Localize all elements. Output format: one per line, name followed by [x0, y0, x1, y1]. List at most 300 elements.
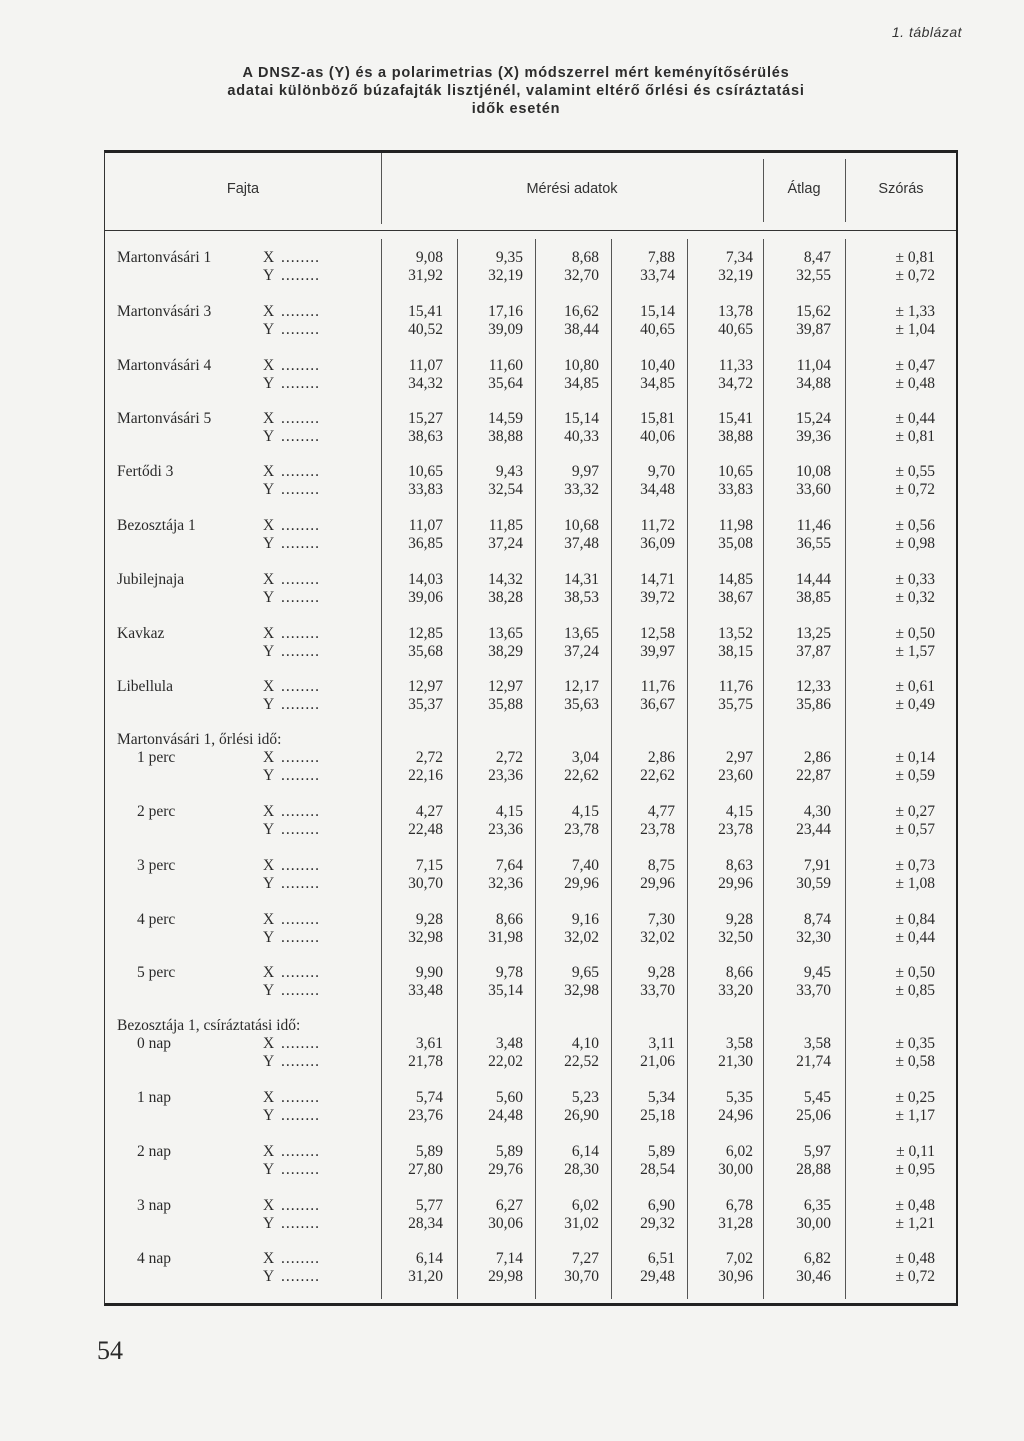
- measurement-value: 38,29: [488, 643, 523, 660]
- table-label: 1. táblázat: [891, 24, 962, 40]
- average-value: 33,60: [796, 481, 831, 498]
- measurement-value: 5,23: [571, 1089, 599, 1106]
- variety-name: 3 perc: [137, 857, 176, 874]
- measurement-value: 10,80: [564, 357, 599, 374]
- measurement-value: 8,68: [571, 249, 599, 266]
- deviation-value: ± 0,48: [895, 1250, 935, 1267]
- measurement-value: 9,28: [725, 911, 753, 928]
- measurement-value: 33,83: [408, 481, 443, 498]
- measurement-value: 14,32: [488, 571, 523, 588]
- average-value: 5,45: [803, 1089, 831, 1106]
- average-value: 33,70: [796, 982, 831, 999]
- deviation-value: ± 0,84: [895, 911, 935, 928]
- measurement-value: 33,20: [718, 982, 753, 999]
- y-label: Y: [263, 375, 275, 392]
- measurement-value: 22,16: [408, 767, 443, 784]
- measurement-value: 34,85: [564, 375, 599, 392]
- x-label: X: [263, 1035, 275, 1052]
- variety-name: Martonvásári 3: [117, 303, 212, 320]
- deviation-value: ± 0,95: [895, 1161, 935, 1178]
- x-label: X: [263, 625, 275, 642]
- measurement-value: 11,98: [718, 517, 753, 534]
- measurement-value: 22,02: [488, 1053, 523, 1070]
- x-label: X: [263, 571, 275, 588]
- deviation-value: ± 0,55: [895, 463, 935, 480]
- y-label: Y: [263, 767, 275, 784]
- measurement-value: 39,72: [640, 589, 675, 606]
- measurement-value: 10,68: [564, 517, 599, 534]
- deviation-value: ± 0,47: [895, 357, 935, 374]
- x-label: X: [263, 1089, 275, 1106]
- measurement-value: 14,85: [718, 571, 753, 588]
- y-label: Y: [263, 1107, 275, 1124]
- y-label: Y: [263, 1268, 275, 1285]
- y-label: Y: [263, 428, 275, 445]
- measurement-value: 33,70: [640, 982, 675, 999]
- deviation-value: ± 0,27: [895, 803, 935, 820]
- measurement-value: 3,11: [648, 1035, 675, 1052]
- measurement-value: 31,92: [408, 267, 443, 284]
- measurement-value: 35,37: [408, 696, 443, 713]
- measurement-value: 10,40: [640, 357, 675, 374]
- measurement-value: 23,36: [488, 821, 523, 838]
- measurement-value: 15,41: [718, 410, 753, 427]
- measurement-value: 28,34: [408, 1215, 443, 1232]
- deviation-value: ± 0,59: [895, 767, 935, 784]
- deviation-value: ± 0,85: [895, 982, 935, 999]
- section-label: Bezosztája 1, csíráztatási idő:: [117, 1017, 301, 1034]
- measurement-value: 38,63: [408, 428, 443, 445]
- measurement-value: 5,77: [415, 1197, 443, 1214]
- measurement-value: 2,97: [725, 749, 753, 766]
- measurement-value: 4,10: [571, 1035, 599, 1052]
- x-label: X: [263, 911, 275, 928]
- leader-dots: ........: [281, 678, 320, 695]
- measurement-value: 37,24: [488, 535, 523, 552]
- measurement-value: 29,98: [488, 1268, 523, 1285]
- measurement-value: 14,71: [640, 571, 675, 588]
- measurement-value: 8,63: [725, 857, 753, 874]
- measurement-value: 7,30: [647, 911, 675, 928]
- deviation-value: ± 0,81: [895, 428, 935, 445]
- measurement-value: 21,78: [408, 1053, 443, 1070]
- measurement-value: 7,27: [571, 1250, 599, 1267]
- measurement-value: 11,60: [488, 357, 523, 374]
- y-label: Y: [263, 481, 275, 498]
- average-value: 2,86: [803, 749, 831, 766]
- leader-dots: ........: [281, 428, 320, 445]
- measurement-value: 35,14: [488, 982, 523, 999]
- average-value: 3,58: [803, 1035, 831, 1052]
- measurement-value: 38,67: [718, 589, 753, 606]
- average-value: 39,87: [796, 321, 831, 338]
- y-label: Y: [263, 875, 275, 892]
- header-fajta: Fajta: [226, 181, 260, 197]
- measurement-value: 35,68: [408, 643, 443, 660]
- measurement-value: 32,70: [564, 267, 599, 284]
- measurement-value: 34,85: [640, 375, 675, 392]
- measurement-value: 32,36: [488, 875, 523, 892]
- x-label: X: [263, 857, 275, 874]
- measurement-value: 22,62: [564, 767, 599, 784]
- caption-line-2: adatai különböző búzafajták lisztjénél, valamint eltérő őrlési és csíráztatási: [227, 83, 805, 99]
- deviation-value: ± 0,35: [895, 1035, 935, 1052]
- average-value: 7,91: [803, 857, 831, 874]
- average-value: 13,25: [796, 625, 831, 642]
- measurement-value: 29,96: [640, 875, 675, 892]
- measurement-value: 23,60: [718, 767, 753, 784]
- header-szoras: Szórás: [878, 181, 924, 197]
- measurement-value: 3,61: [415, 1035, 443, 1052]
- variety-name: 1 perc: [137, 749, 176, 766]
- table-caption: [100, 64, 932, 118]
- variety-name: Jubilejnaja: [117, 571, 185, 588]
- measurement-value: 35,88: [488, 696, 523, 713]
- average-value: 25,06: [796, 1107, 831, 1124]
- deviation-value: ± 0,33: [895, 571, 935, 588]
- variety-name: Martonvásári 1: [117, 249, 212, 266]
- measurement-value: 25,18: [640, 1107, 675, 1124]
- x-label: X: [263, 1143, 275, 1160]
- measurement-value: 6,78: [725, 1197, 753, 1214]
- measurement-value: 23,78: [718, 821, 753, 838]
- x-label: X: [263, 357, 275, 374]
- measurement-value: 9,35: [495, 249, 523, 266]
- measurement-value: 16,62: [564, 303, 599, 320]
- measurement-value: 30,70: [564, 1268, 599, 1285]
- measurement-value: 6,14: [415, 1250, 443, 1267]
- measurement-value: 15,14: [564, 410, 599, 427]
- average-value: 38,85: [796, 589, 831, 606]
- measurement-value: 5,89: [647, 1143, 675, 1160]
- deviation-value: ± 0,57: [895, 821, 935, 838]
- variety-name: Bezosztája 1: [117, 517, 196, 534]
- variety-name: Martonvásári 4: [117, 357, 212, 374]
- y-label: Y: [263, 321, 275, 338]
- measurement-value: 9,65: [571, 964, 599, 981]
- deviation-value: ± 1,57: [895, 643, 935, 660]
- measurement-value: 15,14: [640, 303, 675, 320]
- leader-dots: ........: [281, 625, 320, 642]
- measurement-value: 34,72: [718, 375, 753, 392]
- measurement-value: 32,19: [488, 267, 523, 284]
- measurement-value: 38,15: [718, 643, 753, 660]
- measurement-value: 30,70: [408, 875, 443, 892]
- measurement-value: 13,78: [718, 303, 753, 320]
- y-label: Y: [263, 267, 275, 284]
- deviation-value: ± 0,58: [895, 1053, 935, 1070]
- measurement-value: 14,03: [408, 571, 443, 588]
- measurement-value: 11,07: [408, 517, 443, 534]
- average-value: 15,24: [796, 410, 831, 427]
- measurement-value: 12,85: [408, 625, 443, 642]
- measurement-value: 29,96: [564, 875, 599, 892]
- leader-dots: ........: [281, 249, 320, 266]
- measurement-value: 15,27: [408, 410, 443, 427]
- measurement-value: 8,75: [647, 857, 675, 874]
- measurement-value: 6,02: [725, 1143, 753, 1160]
- x-label: X: [263, 1250, 275, 1267]
- measurement-value: 9,43: [495, 463, 523, 480]
- measurement-value: 9,16: [571, 911, 599, 928]
- measurement-value: 6,90: [647, 1197, 675, 1214]
- measurement-value: 2,86: [647, 749, 675, 766]
- leader-dots: ........: [281, 303, 320, 320]
- measurement-value: 4,15: [495, 803, 523, 820]
- leader-dots: ........: [281, 1089, 320, 1106]
- measurement-value: 15,41: [408, 303, 443, 320]
- measurement-value: 31,20: [408, 1268, 443, 1285]
- measurement-value: 37,48: [564, 535, 599, 552]
- variety-name: Fertődi 3: [117, 463, 174, 480]
- average-value: 4,30: [803, 803, 831, 820]
- measurement-value: 13,52: [718, 625, 753, 642]
- deviation-value: ± 1,21: [895, 1215, 935, 1232]
- average-value: 5,97: [803, 1143, 831, 1160]
- measurement-value: 11,33: [718, 357, 753, 374]
- measurement-value: 9,28: [647, 964, 675, 981]
- measurement-value: 29,76: [488, 1161, 523, 1178]
- measurement-value: 33,48: [408, 982, 443, 999]
- measurement-value: 38,88: [718, 428, 753, 445]
- leader-dots: ........: [281, 964, 320, 981]
- x-label: X: [263, 749, 275, 766]
- average-value: 28,88: [796, 1161, 831, 1178]
- measurement-value: 35,75: [718, 696, 753, 713]
- measurement-value: 12,97: [408, 678, 443, 695]
- leader-dots: ........: [281, 571, 320, 588]
- x-label: X: [263, 678, 275, 695]
- measurement-value: 12,97: [488, 678, 523, 695]
- deviation-value: ± 0,11: [896, 1143, 935, 1160]
- measurement-value: 32,50: [718, 929, 753, 946]
- measurement-value: 30,06: [488, 1215, 523, 1232]
- deviation-value: ± 0,32: [895, 589, 935, 606]
- average-value: 37,87: [796, 643, 831, 660]
- variety-name: Martonvásári 5: [117, 410, 212, 427]
- measurement-value: 24,96: [718, 1107, 753, 1124]
- average-value: 9,45: [803, 964, 831, 981]
- measurement-value: 31,28: [718, 1215, 753, 1232]
- deviation-value: ± 0,81: [895, 249, 935, 266]
- leader-dots: ........: [281, 643, 320, 660]
- data-table: [104, 150, 958, 1306]
- measurement-value: 40,52: [408, 321, 443, 338]
- measurement-value: 26,90: [564, 1107, 599, 1124]
- measurement-value: 23,78: [640, 821, 675, 838]
- y-label: Y: [263, 535, 275, 552]
- leader-dots: ........: [281, 589, 320, 606]
- variety-name: 4 perc: [137, 911, 176, 928]
- leader-dots: ........: [281, 1035, 320, 1052]
- average-value: 8,74: [803, 911, 831, 928]
- measurement-value: 10,65: [718, 463, 753, 480]
- measurement-value: 22,52: [564, 1053, 599, 1070]
- measurement-value: 14,31: [564, 571, 599, 588]
- deviation-value: ± 0,72: [895, 267, 935, 284]
- average-value: 23,44: [796, 821, 831, 838]
- measurement-value: 21,06: [640, 1053, 675, 1070]
- deviation-value: ± 0,61: [895, 678, 935, 695]
- leader-dots: ........: [281, 375, 320, 392]
- measurement-value: 5,74: [415, 1089, 443, 1106]
- measurement-value: 29,96: [718, 875, 753, 892]
- measurement-value: 9,90: [415, 964, 443, 981]
- leader-dots: ........: [281, 1268, 320, 1285]
- deviation-value: ± 0,44: [895, 929, 935, 946]
- measurement-value: 29,32: [640, 1215, 675, 1232]
- measurement-value: 9,28: [415, 911, 443, 928]
- header-atlag: Átlag: [787, 181, 821, 197]
- leader-dots: ........: [281, 463, 320, 480]
- measurement-value: 2,72: [415, 749, 443, 766]
- measurement-value: 13,65: [564, 625, 599, 642]
- measurement-value: 6,14: [571, 1143, 599, 1160]
- measurement-value: 32,19: [718, 267, 753, 284]
- x-label: X: [263, 303, 275, 320]
- deviation-value: ± 0,98: [895, 535, 935, 552]
- measurement-value: 3,48: [495, 1035, 523, 1052]
- measurement-value: 31,02: [564, 1215, 599, 1232]
- measurement-value: 35,08: [718, 535, 753, 552]
- leader-dots: ........: [281, 321, 320, 338]
- measurement-value: 11,07: [408, 357, 443, 374]
- measurement-value: 9,97: [571, 463, 599, 480]
- leader-dots: ........: [281, 1161, 320, 1178]
- measurement-value: 22,62: [640, 767, 675, 784]
- measurement-value: 40,33: [564, 428, 599, 445]
- measurement-value: 36,67: [640, 696, 675, 713]
- leader-dots: ........: [281, 535, 320, 552]
- deviation-value: ± 0,48: [895, 1197, 935, 1214]
- measurement-value: 39,09: [488, 321, 523, 338]
- section-label: Martonvásári 1, őrlési idő:: [117, 731, 282, 748]
- y-label: Y: [263, 1215, 275, 1232]
- average-value: 11,46: [796, 517, 831, 534]
- deviation-value: ± 0,50: [895, 964, 935, 981]
- measurement-value: 3,58: [725, 1035, 753, 1052]
- x-label: X: [263, 803, 275, 820]
- measurement-value: 35,63: [564, 696, 599, 713]
- measurement-value: 30,00: [718, 1161, 753, 1178]
- y-label: Y: [263, 1053, 275, 1070]
- measurement-value: 33,74: [640, 267, 675, 284]
- measurement-value: 10,65: [408, 463, 443, 480]
- deviation-value: ± 0,50: [895, 625, 935, 642]
- caption-line-3: idők esetén: [471, 101, 561, 117]
- measurement-value: 40,06: [640, 428, 675, 445]
- average-value: 35,86: [796, 696, 831, 713]
- measurement-value: 9,08: [415, 249, 443, 266]
- measurement-value: 6,51: [647, 1250, 675, 1267]
- leader-dots: ........: [281, 267, 320, 284]
- average-value: 12,33: [796, 678, 831, 695]
- measurement-value: 12,17: [564, 678, 599, 695]
- measurement-value: 5,89: [495, 1143, 523, 1160]
- measurement-value: 12,58: [640, 625, 675, 642]
- measurement-value: 40,65: [718, 321, 753, 338]
- measurement-value: 4,27: [415, 803, 443, 820]
- measurement-value: 36,09: [640, 535, 675, 552]
- average-value: 11,04: [796, 357, 831, 374]
- measurement-value: 7,40: [571, 857, 599, 874]
- leader-dots: ........: [281, 410, 320, 427]
- leader-dots: ........: [281, 517, 320, 534]
- measurement-value: 38,53: [564, 589, 599, 606]
- measurement-value: 3,04: [571, 749, 599, 766]
- deviation-value: ± 0,73: [895, 857, 935, 874]
- measurement-value: 2,72: [495, 749, 523, 766]
- measurement-value: 35,64: [488, 375, 523, 392]
- measurement-value: 11,76: [640, 678, 675, 695]
- measurement-value: 7,02: [725, 1250, 753, 1267]
- average-value: 34,88: [796, 375, 831, 392]
- deviation-value: ± 0,14: [895, 749, 935, 766]
- variety-name: 5 perc: [137, 964, 176, 981]
- leader-dots: ........: [281, 911, 320, 928]
- y-label: Y: [263, 696, 275, 713]
- deviation-value: ± 0,56: [895, 517, 935, 534]
- deviation-value: ± 1,08: [895, 875, 935, 892]
- average-value: 6,82: [803, 1250, 831, 1267]
- measurement-value: 7,34: [725, 249, 753, 266]
- average-value: 32,30: [796, 929, 831, 946]
- measurement-value: 4,15: [571, 803, 599, 820]
- measurement-value: 32,02: [640, 929, 675, 946]
- measurement-value: 24,48: [488, 1107, 523, 1124]
- y-label: Y: [263, 821, 275, 838]
- leader-dots: ........: [281, 1197, 320, 1214]
- x-label: X: [263, 964, 275, 981]
- leader-dots: ........: [281, 696, 320, 713]
- measurement-value: 5,35: [725, 1089, 753, 1106]
- deviation-value: ± 0,72: [895, 481, 935, 498]
- average-value: 8,47: [803, 249, 831, 266]
- x-label: X: [263, 410, 275, 427]
- measurement-value: 21,30: [718, 1053, 753, 1070]
- measurement-value: 9,78: [495, 964, 523, 981]
- average-value: 22,87: [796, 767, 831, 784]
- x-label: X: [263, 463, 275, 480]
- measurement-value: 7,64: [495, 857, 523, 874]
- variety-name: Kavkaz: [117, 625, 165, 642]
- measurement-value: 6,27: [495, 1197, 523, 1214]
- measurement-value: 36,85: [408, 535, 443, 552]
- measurement-value: 7,14: [495, 1250, 523, 1267]
- y-label: Y: [263, 589, 275, 606]
- measurement-value: 28,30: [564, 1161, 599, 1178]
- measurement-value: 5,34: [647, 1089, 675, 1106]
- measurement-value: 7,88: [647, 249, 675, 266]
- leader-dots: ........: [281, 1053, 320, 1070]
- deviation-value: ± 1,17: [895, 1107, 935, 1124]
- variety-name: Libellula: [117, 678, 173, 695]
- measurement-value: 28,54: [640, 1161, 675, 1178]
- measurement-value: 37,24: [564, 643, 599, 660]
- deviation-value: ± 0,49: [895, 696, 935, 713]
- leader-dots: ........: [281, 749, 320, 766]
- y-label: Y: [263, 643, 275, 660]
- x-label: X: [263, 517, 275, 534]
- measurement-value: 9,70: [647, 463, 675, 480]
- leader-dots: ........: [281, 803, 320, 820]
- y-label: Y: [263, 929, 275, 946]
- measurement-value: 33,83: [718, 481, 753, 498]
- deviation-value: ± 0,44: [895, 410, 935, 427]
- average-value: 21,74: [796, 1053, 831, 1070]
- variety-name: 2 nap: [137, 1143, 172, 1160]
- measurement-value: 4,77: [647, 803, 675, 820]
